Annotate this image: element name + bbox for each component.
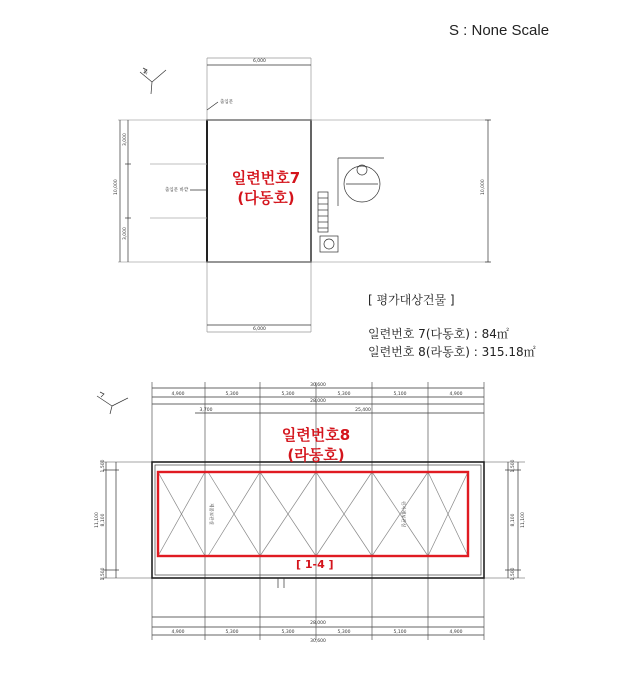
building-8-serial: 일련번호8	[281, 426, 351, 444]
b8-label-raw: 원자재보관실	[400, 500, 405, 528]
b7-label-outside: 출입문 바깥	[165, 188, 189, 193]
b7-dim-left-total: 10,000	[114, 179, 119, 195]
b8-dim-left-3: 1,500	[101, 567, 106, 581]
door-icon	[278, 578, 284, 588]
tank-icon	[338, 158, 384, 206]
b8-label-product: 제품보관실	[208, 503, 213, 525]
b8-dim-left-2: 8,100	[101, 513, 106, 527]
b8-dim-top-2: 5,300	[225, 392, 239, 397]
b7-dim-right: 10,000	[481, 179, 486, 195]
b8-dim-top-5: 5,100	[393, 392, 407, 397]
north-arrow-8	[97, 392, 128, 414]
b7-dim-left-b: 3,000	[123, 227, 128, 240]
building-8-title	[266, 425, 366, 465]
b8-dim-right-3: 1,500	[511, 567, 516, 581]
b8-dim-total-top: 30,600	[310, 383, 326, 388]
b7-label-door: 출입문	[220, 100, 234, 105]
b8-dim-left-total: 11,100	[95, 512, 100, 528]
b8-dim-top-1: 4,900	[171, 392, 185, 397]
building-7-serial: 일련번호7	[231, 169, 301, 187]
building-8-tag: [ 1-4 ]	[296, 558, 334, 571]
b8-dim-bottom-2: 5,300	[225, 630, 239, 635]
b8-dim-top-3: 5,300	[281, 392, 295, 397]
b8-dim-bottom-4: 5,300	[337, 630, 351, 635]
info-heading: [ 평가대상건물 ]	[368, 293, 455, 307]
b8-dim-top-6: 4,900	[449, 392, 463, 397]
b7-dim-top: 6,000	[253, 59, 266, 64]
b8-dim-right-total: 11,100	[521, 512, 526, 528]
north-label-7: 북	[143, 70, 148, 76]
building-7-name: (다동호)	[237, 189, 295, 207]
b8-dim-right-1: 1,500	[511, 459, 516, 473]
evaluation-boundary	[158, 472, 468, 556]
building-8-name: (라동호)	[287, 446, 345, 464]
north-arrow-7	[140, 68, 166, 94]
b8-dim-total-bottom: 30,600	[310, 639, 326, 644]
b7-dim-left-a: 3,000	[123, 133, 128, 146]
b8-dim-inner-top-left: 3,700	[199, 408, 213, 413]
b8-dim-right-2: 8,100	[511, 513, 516, 527]
info-line-8: 일련번호 8(라동호) : 315.18㎡	[368, 345, 536, 359]
scale-note: S : None Scale	[449, 22, 550, 39]
b8-dim-bottom-5: 5,100	[393, 630, 407, 635]
b8-dim-top-4: 5,300	[337, 392, 351, 397]
b8-dim-bottom-1: 4,900	[171, 630, 185, 635]
b8-dim-inner-top: 28,000	[310, 399, 326, 404]
building-7-title	[216, 168, 316, 208]
b8-dim-bottom-6: 4,900	[449, 630, 463, 635]
b8-dim-inner-top-right: 25,400	[355, 408, 371, 413]
b8-dim-left-1: 1,500	[101, 459, 106, 473]
stair-icon	[318, 192, 328, 232]
b8-dim-bottom-3: 5,300	[281, 630, 295, 635]
equipment-icon	[320, 236, 338, 252]
b7-dim-bottom: 6,000	[253, 327, 266, 332]
info-line-7: 일련번호 7(다동호) : 84㎡	[368, 327, 509, 341]
b8-dim-inner-bottom: 28,000	[310, 621, 326, 626]
